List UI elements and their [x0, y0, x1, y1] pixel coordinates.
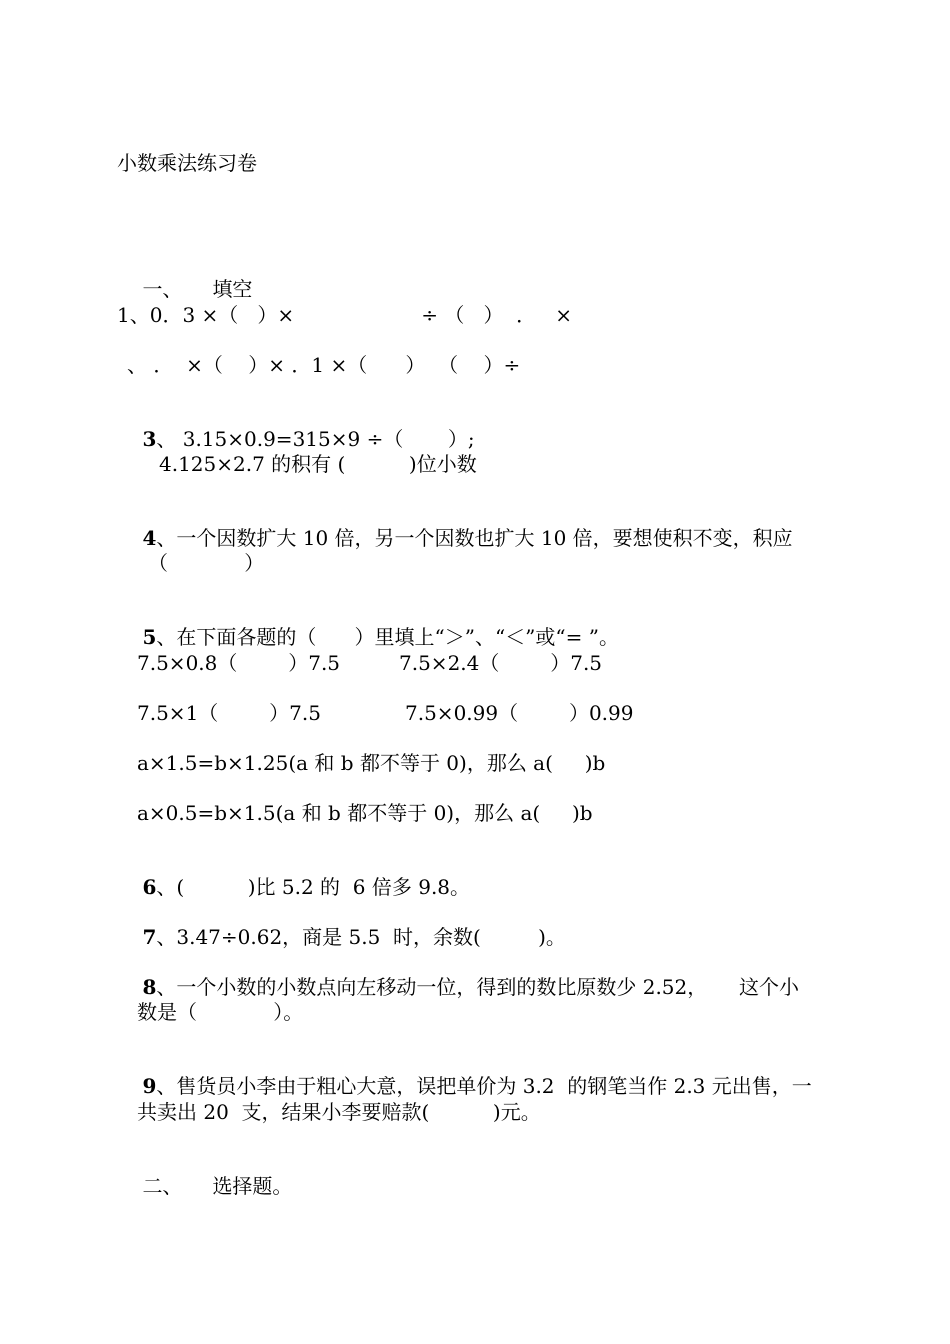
question-3-number: 3: [142, 427, 157, 451]
question-5-number: 5: [142, 625, 157, 649]
section-2-title: 选择题。: [212, 1174, 293, 1198]
question-1-line-2: 、 ． ×（ ）× ．1 ×（ ） （ ）÷: [127, 353, 521, 377]
question-7-text: 、3.47÷0.62，商是 5.5 时，余数( )。: [156, 925, 566, 949]
question-6-text: 、( )比 5.2 的 6 倍多 9.8。: [156, 875, 471, 899]
section-1-number: 一、: [142, 277, 183, 301]
page-title: 小数乘法练习卷: [117, 151, 257, 175]
question-8-text: 、一个小数的小数点向左移动一位，得到的数比原数少 2.52， 这个小: [156, 975, 800, 999]
question-1-line-1: 1、0．3 ×（ ）× ÷ （ ） ． ×: [117, 303, 572, 327]
question-3-text: 、 3.15×0.9=315×9 ÷（ ）;: [156, 427, 475, 451]
question-9-text: 、售货员小李由于粗心大意，误把单价为 3.2 的钢笔当作 2.3 元出售，一: [156, 1074, 812, 1098]
question-5-row-1a: 7.5×0.8（ ）7.5: [137, 651, 341, 675]
question-5-text: 、在下面各题的（ ）里填上“＞”、“＜”或“= ”。: [156, 625, 619, 649]
question-5-row-4: a×0.5=b×1.5(a 和 b 都不等于 0)，那么 a( )b: [137, 801, 593, 825]
question-4-line-2: （ ）: [148, 551, 265, 575]
question-4-text: 、一个因数扩大 10 倍，另一个因数也扩大 10 倍，要想使积不变，积应: [156, 526, 793, 550]
question-9-number: 9: [142, 1074, 157, 1098]
question-5-row-1b: 7.5×2.4（ ）7.5: [399, 651, 603, 675]
question-5-row-2a: 7.5×1（ ）7.5: [137, 701, 321, 725]
question-8-line-2: 数是（ ）。: [137, 1000, 304, 1024]
question-3-line-2: 4.125×2.7 的积有 ( )位小数: [159, 452, 477, 476]
question-5-row-3: a×1.5=b×1.25(a 和 b 都不等于 0)，那么 a( )b: [137, 751, 606, 775]
section-2-heading: [117, 1150, 292, 1222]
question-8-number: 8: [142, 975, 157, 999]
question-7-number: 7: [142, 925, 157, 949]
section-1-title: 填空: [212, 277, 253, 301]
question-4-number: 4: [142, 526, 157, 550]
section-2-number: 二、: [142, 1174, 183, 1198]
question-6-number: 6: [142, 875, 157, 899]
question-5-row-2b: 7.5×0.99（ ）0.99: [405, 701, 634, 725]
question-9-line-2: 共卖出 20 支，结果小李要赔款( )元。: [137, 1100, 541, 1124]
